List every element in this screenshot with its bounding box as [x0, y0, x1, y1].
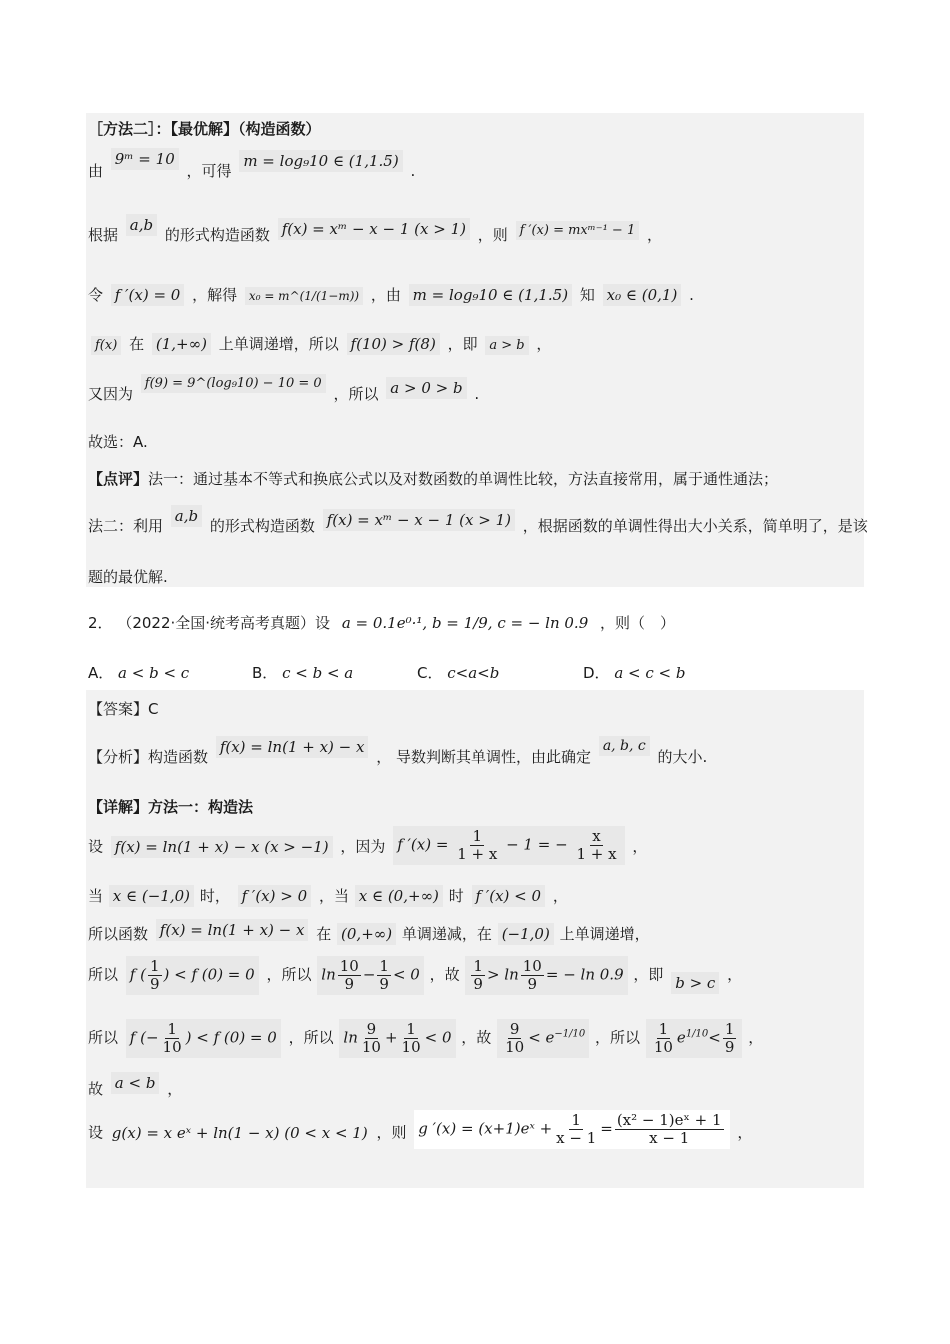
math-expr: b > c: [671, 972, 719, 994]
math-expr: f(x) = ln(1 + x) − x (x > −1): [111, 836, 333, 858]
math-expr: f(x) = xᵐ − x − 1 (x > 1): [278, 218, 470, 240]
method2-line2: [88, 216, 663, 246]
text: 知: [579, 286, 595, 304]
text: 设: [88, 837, 104, 856]
text: ，当: [318, 887, 349, 905]
text: 故: [88, 1080, 104, 1098]
text: ，所以: [288, 1028, 334, 1047]
text: 在: [316, 925, 332, 943]
math-expr: 9ᵐ = 10: [111, 148, 179, 170]
text: 令: [88, 286, 104, 304]
option-b[interactable]: [252, 662, 353, 683]
fragment: f ′(x) =: [397, 835, 449, 854]
math-expr: a > 0 > b: [386, 377, 466, 399]
math-expr: a, b, c: [599, 736, 650, 756]
math-expr: f(x) = ln(1 + x) − x: [156, 919, 309, 941]
text: .: [410, 162, 416, 180]
math-expr: f ′(x) = 0: [111, 284, 185, 306]
method2-line4: [88, 333, 551, 355]
text: 法一：通过基本不等式和换底公式以及对数函数的单调性比较，方法直接常用，属于通性通法；: [148, 470, 779, 488]
text: 上单调递增，所以: [218, 335, 339, 353]
math-expr: a,b: [171, 505, 202, 527]
text: 所以: [88, 965, 119, 984]
text: 由: [88, 162, 104, 180]
math-expr: f ′(x) < 0: [472, 885, 546, 907]
option-c[interactable]: [417, 662, 499, 683]
text: ，即: [447, 335, 478, 353]
math-expr: (0,+∞): [337, 923, 396, 945]
option-a[interactable]: [88, 662, 189, 683]
method2-line3: [88, 284, 694, 306]
math-expr: $\frac{9}{10}$ < $e^{-1/10}$: [497, 1019, 589, 1058]
step-3: [88, 923, 650, 945]
text: ，因为: [340, 837, 386, 856]
fragment: − 1 = −: [506, 835, 568, 854]
text: ，: [536, 335, 552, 353]
math-expr: ln $\frac{9}{10}$ + $\frac{1}{10}$ < 0: [339, 1019, 455, 1058]
math-expr: x₀ ∈ (0,1): [603, 284, 682, 306]
math-expr: f ′(x) > 0: [238, 885, 312, 907]
text: 的大小.: [657, 748, 708, 766]
text: .: [474, 385, 480, 403]
step-7: [88, 1111, 753, 1153]
text: ，: [647, 226, 663, 244]
option-expr: a < c < b: [614, 664, 686, 682]
text: ， 导数判断其单调性，由此确定: [376, 748, 592, 766]
text: ，根据函数的单调性得出大小关系，简单明了，是该: [522, 517, 868, 535]
text: ，: [552, 887, 568, 905]
fraction: $\frac{9}{10}$: [505, 1020, 525, 1056]
math-expr: f(x) = ln(1 + x) − x: [216, 736, 369, 758]
option-expr: a < b < c: [118, 664, 190, 682]
text: 上单调递增，: [559, 925, 650, 943]
math-expr: $\frac{1}{9}$ > ln $\frac{10}{9}$ = − ln 0.9: [465, 956, 627, 995]
math-expr: f(10) > f(8): [347, 333, 440, 355]
text: 设: [88, 1123, 104, 1142]
text: 构造函数: [148, 748, 209, 766]
math-expr: x ∈ (−1,0): [109, 885, 194, 907]
text: ，由: [370, 286, 401, 304]
math-expr: a > b: [485, 336, 528, 355]
text: ，: [737, 1123, 753, 1142]
step-6: [88, 1074, 183, 1100]
fraction: $\frac{x}{1 + x}$: [576, 827, 617, 863]
text: ，故: [461, 1028, 492, 1047]
step-5: [88, 1019, 763, 1058]
text: 时: [448, 887, 464, 905]
math-expr: f(9) = 9^(log₉10) − 10 = 0: [141, 374, 326, 393]
math-expr: m = log₉10 ∈ (1,1.5): [239, 150, 402, 172]
text: 所以函数: [88, 925, 149, 943]
text: 在: [129, 335, 145, 353]
fraction: $\frac{10}{9}$: [339, 957, 359, 993]
option-label: D．: [583, 664, 610, 682]
math-expr: x ∈ (0,+∞): [355, 885, 443, 907]
detail-title: 方法一：构造法: [148, 798, 254, 816]
text: 时，: [199, 887, 230, 905]
math-expr: (1,+∞): [152, 333, 211, 355]
text: ，故: [429, 965, 460, 984]
method2-line5: [88, 376, 480, 405]
option-label: A．: [88, 664, 114, 682]
comment-line1: [88, 468, 778, 489]
method2-line1: [88, 150, 416, 182]
analysis-label: 【分析】: [88, 748, 149, 766]
text: .: [689, 286, 694, 304]
text: ，解得: [192, 286, 238, 304]
step-4: [88, 956, 742, 995]
comment-line3: 题的最优解.: [88, 568, 168, 586]
text: ，: [632, 837, 648, 856]
question-2-options: [88, 662, 788, 686]
math-expr: a < b: [111, 1072, 160, 1094]
math-expr: f(x) = xᵐ − x − 1 (x > 1): [323, 509, 515, 531]
comment-label: 【点评】: [88, 470, 149, 488]
text: 的形式构造函数: [164, 226, 270, 244]
method2-conclusion: 故选：A.: [88, 433, 148, 451]
text: 的形式构造函数: [209, 517, 315, 535]
math-expr: f ′(x) = mxᵐ⁻¹ − 1: [516, 221, 640, 240]
option-expr: c<a<b: [447, 664, 500, 682]
math-expr: f(x): [91, 336, 121, 355]
fraction: $\frac{1}{9}$: [149, 957, 160, 993]
text: 所以: [88, 1028, 119, 1047]
fraction: $\frac{\text{(x² − 1)eˣ + 1}}{x - 1}$: [616, 1111, 722, 1147]
analysis: [88, 738, 708, 768]
step-1: [88, 828, 647, 867]
math-expr: g(x) = x eˣ + ln(1 − x) (0 < x < 1): [111, 1123, 368, 1142]
text: ，所以: [266, 965, 312, 984]
text: ，所以: [595, 1028, 641, 1047]
fraction: $\frac{1}{9}$: [473, 957, 483, 993]
option-d[interactable]: [583, 662, 686, 683]
text: ，则（ ）: [600, 614, 676, 632]
text: ，所以: [333, 385, 379, 403]
fraction: $\frac{1}{10}$: [653, 1020, 673, 1056]
option-expr: c < b < a: [282, 664, 354, 682]
math-expr: a,b: [126, 214, 157, 236]
math-expr: f ( $\frac{1}{9}$ ) < f (0) = 0: [126, 956, 259, 995]
text: 法二：利用: [88, 517, 164, 535]
text: 又因为: [88, 385, 134, 403]
question-2: [88, 612, 675, 634]
fraction: $\frac{1}{10}$: [401, 1020, 421, 1056]
math-expr: ln $\frac{10}{9}$ − $\frac{1}{9}$ < 0: [317, 956, 424, 995]
detail-label: 【详解】: [88, 798, 149, 816]
text: 当: [88, 887, 104, 905]
fraction: $\frac{1}{x - 1}$: [556, 1111, 597, 1147]
text: ，则: [477, 226, 508, 244]
option-label: B．: [252, 664, 278, 682]
fraction: $\frac{9}{10}$: [361, 1020, 381, 1056]
fraction: $\frac{1}{1 + x}$: [457, 827, 498, 863]
math-expr: m = log₉10 ∈ (1,1.5): [409, 284, 572, 306]
comment-line2: [88, 507, 868, 537]
question-number: 2．: [88, 614, 113, 632]
text: ，: [748, 1028, 764, 1047]
question-source: （2022·全国·统考高考真题）设: [117, 614, 331, 632]
method2-header: ［方法二］：【最优解】（构造函数）: [88, 120, 321, 138]
text: ，即: [633, 965, 664, 984]
step-2: [88, 885, 568, 907]
text: 单调递减，在: [401, 925, 492, 943]
text: ，可得: [186, 162, 232, 180]
text: ，: [727, 965, 743, 984]
math-expr: $\frac{1}{10}$ $e^{1/10}<$ $\frac{1}{9}$: [646, 1019, 743, 1058]
math-expr: g ′(x) = (x+1)eˣ + $\frac{1}{x - 1}$ = $\frac{\text{(x² − 1)eˣ + 1}}{x - 1}$: [414, 1110, 729, 1149]
math-expr: a = 0.1e⁰·¹, b = 1/9, c = − ln 0.9: [341, 614, 589, 632]
fraction: $\frac{1}{10}$: [162, 1020, 182, 1056]
math-expr: (−1,0): [498, 923, 554, 945]
fraction: $\frac{10}{9}$: [522, 957, 542, 993]
math-expr: x₀ = m^(1/(1−m)): [245, 287, 363, 305]
text: ，则: [376, 1123, 407, 1142]
answer: 【答案】C: [88, 700, 159, 718]
detail-header: [88, 796, 253, 817]
text: ，: [167, 1080, 183, 1098]
text: 根据: [88, 226, 119, 244]
math-expr: [393, 826, 624, 865]
math-expr: f (− $\frac{1}{10}$ ) < f (0) = 0: [126, 1019, 281, 1058]
fraction: $\frac{1}{9}$: [379, 957, 389, 993]
fraction: $\frac{1}{9}$: [724, 1020, 735, 1056]
option-label: C．: [417, 664, 443, 682]
